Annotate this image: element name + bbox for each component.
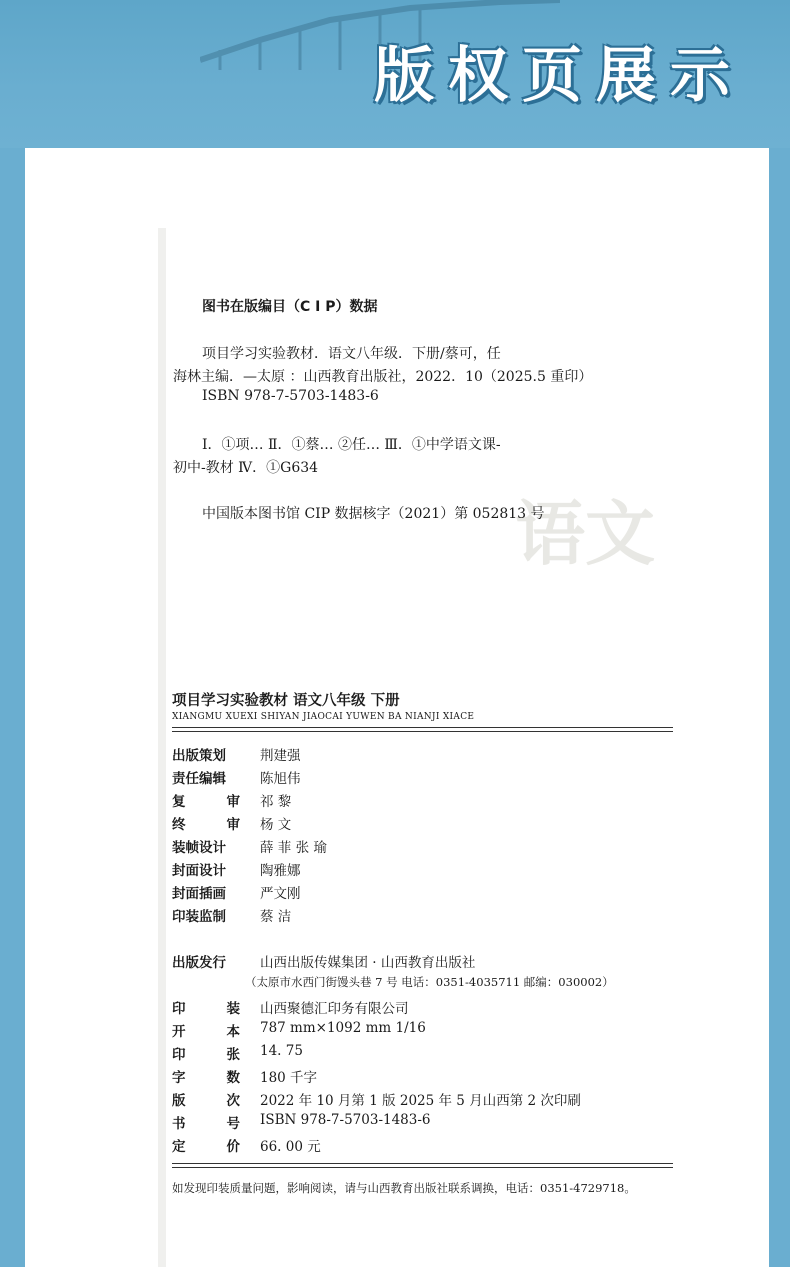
staff-value: 严文刚 [260,886,301,902]
staff-value: 荆建强 [260,748,301,764]
staff-value: 杨 文 [260,817,292,833]
cip-isbn: ISBN 978-7-5703-1483-6 [202,388,379,404]
divider [172,731,673,732]
staff-value: 陈旭伟 [260,771,301,787]
publisher-label: 出版发行 [172,955,226,971]
spec-label: 字 数 [172,1070,240,1086]
spec-label: 开 本 [172,1024,240,1040]
cip-line-1: 项目学习实验教材．语文八年级．下册/蔡可，任 [202,346,501,362]
spec-label: 印 张 [172,1047,240,1063]
staff-label: 复 审 [172,794,240,810]
spec-value: 2022 年 10 月第 1 版 2025 年 5 月山西第 2 次印刷 [260,1093,581,1109]
staff-value: 蔡 洁 [260,909,292,925]
staff-label: 封面设计 [172,863,226,879]
publisher-address: （太原市水西门街馒头巷 7 号 电话：0351-4035711 邮编：030002） [245,975,614,989]
spec-value: 66. 00 元 [260,1139,321,1155]
staff-value: 祁 黎 [260,794,292,810]
spec-value: 山西聚德汇印务有限公司 [260,1001,409,1017]
spec-label: 印 装 [172,1001,240,1017]
staff-value: 陶雅娜 [260,863,301,879]
cip-heading: 图书在版编目（C I P）数据 [202,299,378,315]
staff-label: 封面插画 [172,886,226,902]
staff-label: 出版策划 [172,748,226,764]
quality-notice: 如发现印装质量问题，影响阅读，请与山西教育出版社联系调换，电话：0351-4729718。 [172,1181,636,1195]
spec-label: 版 次 [172,1093,240,1109]
staff-label: 终 审 [172,817,240,833]
staff-label: 装帧设计 [172,840,226,856]
page-shadow [158,228,166,1267]
header-banner [0,0,790,148]
spec-value: 787 mm×1092 mm 1/16 [260,1020,426,1036]
spec-value: 180 千字 [260,1070,318,1086]
page-title: 版权页展示 [374,41,744,111]
staff-label: 责任编辑 [172,771,226,787]
copyright-page [25,148,769,1267]
book-title: 项目学习实验教材 语文八年级 下册 [172,693,400,709]
divider [172,727,673,728]
spec-label: 书 号 [172,1116,240,1132]
book-title-pinyin: XIANGMU XUEXI SHIYAN JIAOCAI YUWEN BA NIANJI XIACE [172,712,475,722]
cip-classification-1: Ⅰ．①项… Ⅱ．①蔡… ②任… Ⅲ．①中学语文课- [202,437,501,453]
spec-value: ISBN 978-7-5703-1483-6 [260,1112,431,1128]
background-watermark: 语文 [515,493,655,575]
cip-classification-2: 初中-教材 Ⅳ．①G634 [173,460,319,476]
publisher-name: 山西出版传媒集团 · 山西教育出版社 [260,955,476,971]
divider [172,1167,673,1168]
staff-value: 薛 菲 张 瑜 [260,840,327,856]
spec-value: 14. 75 [260,1043,303,1059]
spec-label: 定 价 [172,1139,240,1155]
staff-label: 印装监制 [172,909,226,925]
cip-record-number: 中国版本图书馆 CIP 数据核字（2021）第 052813 号 [202,506,545,522]
divider [172,1163,673,1164]
cip-line-2: 海林主编．—太原 ：山西教育出版社，2022．10（2025.5 重印） [173,369,593,385]
